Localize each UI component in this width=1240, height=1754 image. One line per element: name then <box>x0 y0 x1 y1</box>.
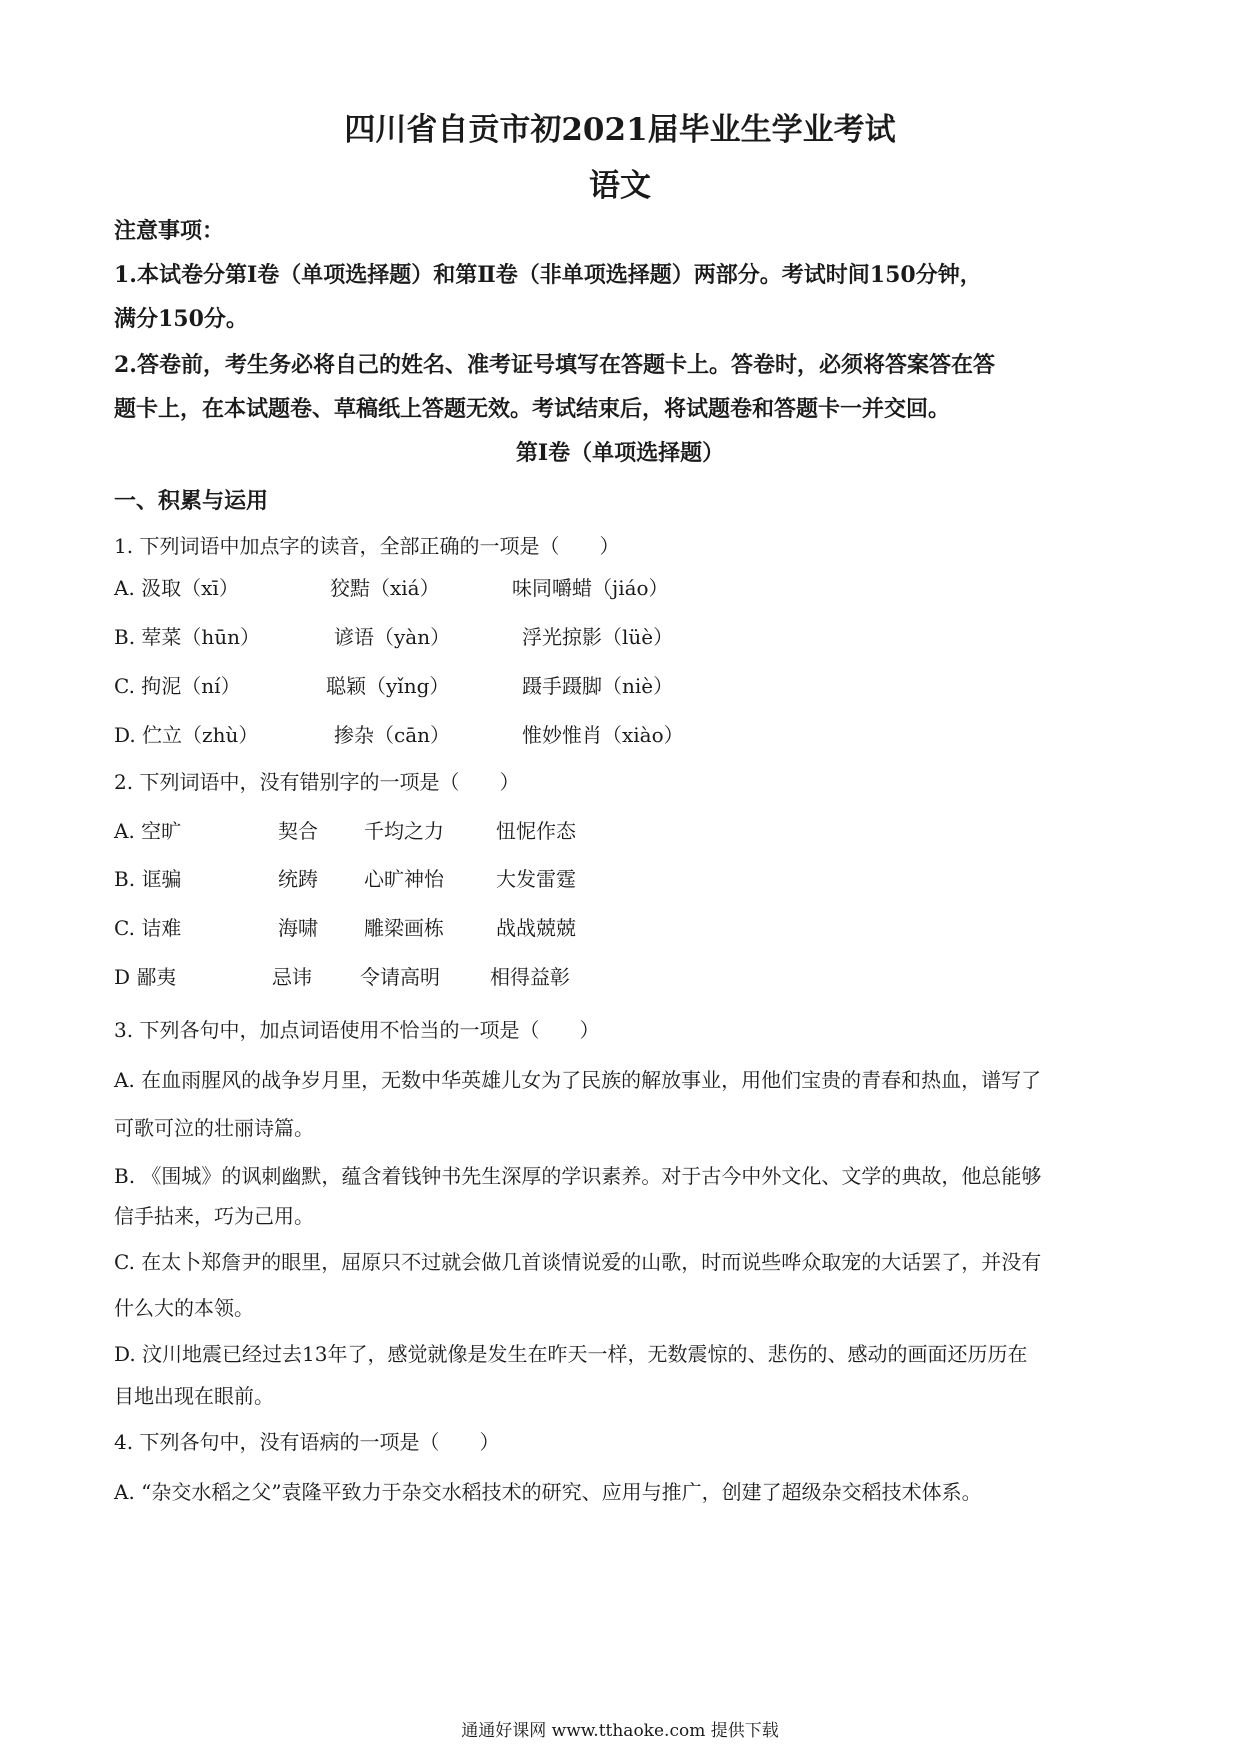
notice-item2-line2: 题卡上，在本试题卷、草稿纸上答题无效。考试结束后，将试题卷和答题卡一并交回。 <box>114 396 951 422</box>
q2-option-d-3: 令请高明 <box>360 965 440 989</box>
q1-option-b-3: 浮光掠影（lüè） <box>522 625 674 649</box>
part1-title: 第Ⅰ卷（单项选择题） <box>515 440 725 466</box>
q1-option-a-2: 狡黠（xiá） <box>330 576 440 600</box>
footer-source: 通通好课网 www.tthaoke.com 提供下载 <box>461 1721 779 1741</box>
q2-option-c-3: 雕梁画栋 <box>364 916 444 940</box>
q1-option-b-2: 谚语（yàn） <box>334 625 451 649</box>
q1-option-b-1: B. 荤菜（hūn） <box>114 625 261 649</box>
q2-option-a-1: A. 空旷 <box>114 819 182 843</box>
q1-option-d-2: 掺杂（cān） <box>334 723 451 747</box>
q4-option-a: A. “杂交水稻之父”袁隆平致力于杂交水稻技术的研究、应用与推广，创建了超级杂交稻技术体系。 <box>114 1480 982 1504</box>
q3-option-c-line2: 什么大的本领。 <box>114 1296 254 1320</box>
notice-item2-line1: 2.答卷前，考生务必将自己的姓名、准考证号填写在答题卡上。答卷时，必须将答案答在答 <box>114 352 995 378</box>
q1-option-d-1: D. 伫立（zhù） <box>114 723 259 747</box>
q2-option-d-2: 忌讳 <box>272 965 312 989</box>
q1-stem: 1. 下列词语中加点字的读音，全部正确的一项是（ ） <box>114 534 620 558</box>
q3-option-d-line1: D. 汶川地震已经过去13年了，感觉就像是发生在昨天一样，无数震惊的、悲伤的、感动的画面还历历在 <box>114 1342 1028 1366</box>
q2-stem: 2. 下列词语中，没有错别字的一项是（ ） <box>114 770 520 794</box>
section-heading: 一、积累与运用 <box>114 488 269 514</box>
q3-option-b-line2: 信手拈来，巧为己用。 <box>114 1204 314 1228</box>
exam-title: 四川省自贡市初2021届毕业生学业考试 <box>344 112 896 148</box>
q1-option-c-3: 蹑手蹑脚（niè） <box>522 674 674 698</box>
q3-option-d-line2: 目地出现在眼前。 <box>114 1384 274 1408</box>
q2-option-a-3: 千均之力 <box>364 819 444 843</box>
q3-option-b-line1: B. 《围城》的讽刺幽默，蕴含着钱钟书先生深厚的学识素养。对于古今中外文化、文学的典故，他总能够 <box>114 1164 1042 1188</box>
q2-option-d-1: D 鄙夷 <box>114 965 177 989</box>
q2-option-a-2: 契合 <box>278 819 318 843</box>
q4-stem: 4. 下列各句中，没有语病的一项是（ ） <box>114 1430 500 1454</box>
q3-option-a-line1: A. 在血雨腥风的战争岁月里，无数中华英雄儿女为了民族的解放事业，用他们宝贵的青春和热血，谱写了 <box>114 1068 1042 1092</box>
q1-option-d-3: 惟妙惟肖（xiào） <box>522 723 684 747</box>
q1-option-c-1: C. 拘泥（ní） <box>114 674 241 698</box>
q3-stem: 3. 下列各句中，加点词语使用不恰当的一项是（ ） <box>114 1018 600 1042</box>
notice-heading: 注意事项： <box>114 218 225 244</box>
q2-option-c-4: 战战兢兢 <box>496 916 576 940</box>
notice-item1-line2: 满分150分。 <box>114 306 248 332</box>
q2-option-c-2: 海啸 <box>278 916 318 940</box>
q3-option-c-line1: C. 在太卜郑詹尹的眼里，屈原只不过就会做几首谈情说爱的山歌，时而说些哗众取宠的大话罢了，并没有 <box>114 1250 1042 1274</box>
q2-option-b-4: 大发雷霆 <box>496 867 576 891</box>
q2-option-b-3: 心旷神怡 <box>364 867 444 891</box>
q2-option-d-4: 相得益彰 <box>490 965 570 989</box>
q3-option-a-line2: 可歌可泣的壮丽诗篇。 <box>114 1116 314 1140</box>
q2-option-b-1: B. 诓骗 <box>114 867 182 891</box>
q2-option-c-1: C. 诘难 <box>114 916 182 940</box>
q2-option-b-2: 统踌 <box>278 867 318 891</box>
q1-option-a-1: A. 汲取（xī） <box>114 576 239 600</box>
notice-item1-line1: 1.本试卷分第Ⅰ卷（单项选择题）和第Ⅱ卷（非单项选择题）两部分。考试时间150分钟， <box>114 262 982 288</box>
q1-option-c-2: 聪颖（yǐng） <box>326 674 450 698</box>
q1-option-a-3: 味同嚼蜡（jiáo） <box>512 576 669 600</box>
subject-title: 语文 <box>589 168 651 204</box>
q2-option-a-4: 忸怩作态 <box>496 819 576 843</box>
